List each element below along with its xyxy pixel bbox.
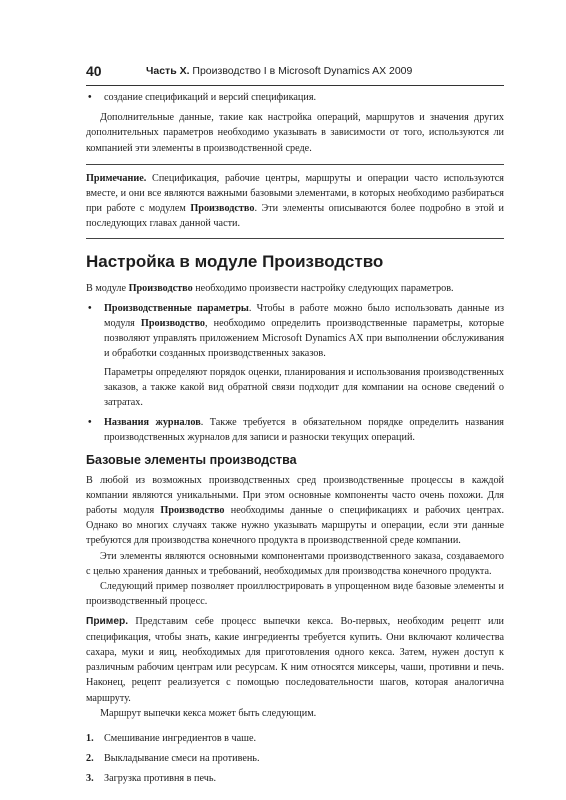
item-text: Смешивание ингредиентов в чаше.: [104, 732, 257, 744]
bullet-params-sub: Параметры определяют порядок оценки, планирования и использования производственных заказов, а также какой вид обратной связи подходит для компании на основе сведений о затратах.: [104, 366, 504, 409]
example-paragraph: [86, 614, 504, 705]
bullet-item-params: [86, 301, 504, 362]
section-intro-module: Производство: [128, 282, 193, 294]
bullet-item-journals: [86, 415, 504, 445]
page-body: [86, 90, 504, 787]
numbered-item-2: [86, 751, 504, 766]
example-text: Представим себе процесс выпечки кекса. Во-первых, необходим рецепт или спецификация, чтобы знать, какие ингредиенты требуется купить. Они включают количества сахара, муки и яиц, необходимых для приготовления одного кекса. Затем, нужен доступ к различным рабочим центрам или ресурсам. К ним относятся миксеры, чаши, противни и печь. Наконец, рецепт реализуется с помощью последовательности шагов, которая аналогична маршруту.: [86, 616, 504, 704]
paragraph-2: [86, 473, 504, 549]
item-number: 2.: [86, 753, 94, 765]
note-block: [86, 164, 504, 239]
bullet-params-label: Производственные параметры: [104, 302, 249, 314]
paragraph-3: Эти элементы являются основными компонентами производственного заказа, создаваемого с целью хранения данных и требований, необходимых для производства конечного продукта.: [86, 550, 504, 577]
item-text: Выкладывание смеси на противень.: [104, 753, 260, 765]
item-number: 1.: [86, 732, 94, 744]
running-head: [146, 65, 412, 77]
note-label: Примечание.: [86, 172, 147, 184]
part-title: Производство I в Microsoft Dynamics AX 2009: [192, 65, 413, 77]
example-label: Пример.: [86, 616, 129, 628]
page-header: [86, 63, 504, 83]
paragraph-1: Дополнительные данные, такие как настройка операций, маршрутов и значения других дополнительных параметров необходимо указывать в зависимости от того, используются ли компанией эти элементы в производственной среде.: [86, 112, 504, 154]
item-text: Загрузка противня в печь.: [104, 773, 217, 785]
note-text-a: Спецификация, рабочие центры, маршруты и операции часто используются вместе, и они все являются важными базовыми элементами, в которых необходимо разбираться при работе с модулем: [86, 172, 504, 215]
paragraph-2-b: необходимы данные о спецификациях и рабочих центрах. Однако во многих случаях также нужно указывать маршруты и операции, если эти данные требуются для производства конечного продукта в производственной среде компании.: [86, 505, 505, 547]
bullet-journals-text: . Также требуется в обязательном порядке определить названия производственных журналов для записи и разноски текущих операций.: [104, 417, 504, 444]
page-number: 40: [86, 63, 102, 79]
bullet-params-text-a: . Чтобы в работе можно было использовать данные из модуля: [104, 302, 504, 330]
paragraph-2-a: В любой из возможных производственных сред производственные процессы в каждой компании являются уникальными. При этом основные компоненты часто очень похожи. Для работы модуля: [86, 474, 504, 517]
section-intro-a: В модуле: [86, 282, 127, 294]
bullet-icon: •: [88, 302, 92, 314]
paragraph-2-module: Производство: [160, 505, 225, 517]
bullet-icon: •: [88, 92, 92, 103]
note-module: Производство: [190, 203, 255, 215]
section-title: Настройка в модуле Производство: [86, 251, 384, 271]
note-text-b: . Эти элементы описываются более подробно в этой и последующих главах данной части.: [86, 203, 504, 230]
paragraph-4: Следующий пример позволяет проиллюстрировать в упрощенном виде базовые элементы и производственный процесс.: [86, 581, 504, 608]
part-label: Часть X.: [146, 65, 190, 77]
bullet-item-top: [86, 90, 504, 105]
numbered-item-1: [86, 731, 504, 746]
section-intro: [86, 281, 504, 296]
bullet-text: создание спецификаций и версий спецификация.: [104, 92, 317, 103]
numbered-item-3: [86, 771, 504, 786]
bullet-journals-label: Названия журналов: [104, 417, 201, 429]
subsection-title: Базовые элементы производства: [86, 452, 297, 467]
bullet-params-module: Производство: [140, 318, 206, 330]
bullet-icon: •: [88, 417, 92, 429]
header-rule: [86, 85, 504, 86]
bullet-params-text-b: , необходимо определить производственные параметры, которые позволяют управлять приложением Microsoft Dynamics AX при выполнении обслуживания и обработки созданных производственных заказов.: [104, 318, 504, 360]
section-intro-b: необходимо произвести настройку следующих параметров.: [195, 282, 454, 294]
route-intro: Маршрут выпечки кекса может быть следующим.: [100, 707, 317, 719]
item-number: 3.: [86, 773, 94, 785]
